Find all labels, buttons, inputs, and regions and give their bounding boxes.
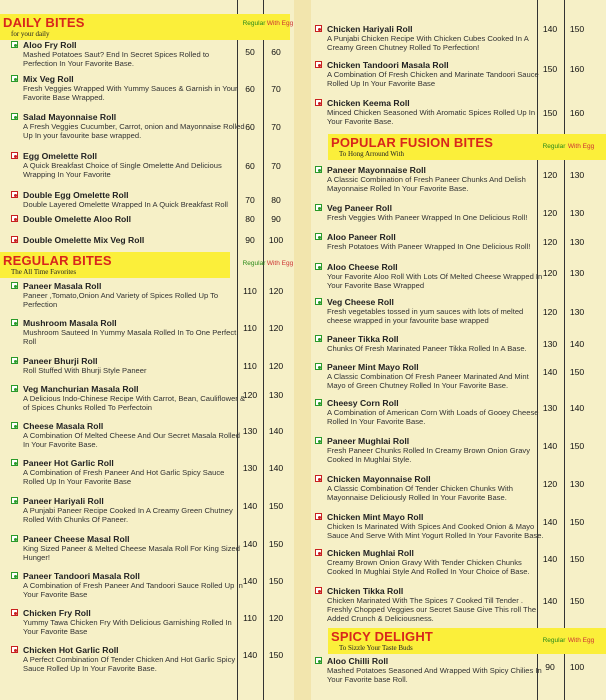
item-description: A Perfect Combination Of Tender Chicken And Hot Garlic Spicy Sauce Rolled Up In Your Favorite Base. (23, 655, 236, 673)
item-name: Paneer Masala Roll (23, 281, 102, 291)
item-description: Fresh vegetables tossed in yum sauces with lots of melted cheese wrapped in your favourite base wrapped (327, 307, 524, 325)
with-egg-price: 120 (268, 286, 284, 296)
regular-column-label: Regular (542, 637, 566, 644)
veg-mark-icon (315, 657, 322, 664)
item-description: Chicken Marinated With The Spices 7 Cooked Till Tender . Freshly Chopped Veggies our Secret Sause Give This roll The Added Crunch & Deliciousness. (327, 596, 537, 623)
veg-mark-icon (315, 263, 322, 270)
regular-price: 120 (542, 479, 558, 489)
item-description: A Combination of Fresh Paneer And Hot Garlic Spicy Sauce Rolled Up In Your Favorite Base (23, 468, 225, 486)
with-egg-price: 70 (271, 161, 281, 171)
nonveg-mark-icon (315, 25, 322, 32)
section-title: SPICY DELIGHT (331, 629, 434, 644)
with-egg-price: 150 (268, 576, 284, 586)
veg-mark-icon (11, 459, 18, 466)
popular-fusion-bites-header (328, 134, 606, 160)
with-egg-price: 160 (569, 64, 585, 74)
item-name: Chicken Fry Roll (23, 608, 91, 618)
item-name: Chicken Tandoori Masala Roll (327, 60, 449, 70)
item-description: King Sized Paneer & Melted Cheese Masala Roll For King Sized Hunger! (23, 544, 240, 562)
regular-price: 140 (242, 650, 258, 660)
nonveg-mark-icon (315, 99, 322, 106)
item-name: Paneer Hariyali Roll (23, 496, 104, 506)
item-name: Double Egg Omelette Roll (23, 190, 129, 200)
item-name: Chicken Mayonnaise Roll (327, 474, 431, 484)
item-name: Aloo Fry Roll (23, 40, 77, 50)
section-subtitle: for your daily (11, 30, 50, 38)
daily-bites-header (0, 14, 292, 40)
regular-price: 70 (245, 195, 255, 205)
item-description: Fresh Potatoes With Paneer Wrapped In One Delicious Roll! (327, 242, 531, 251)
regular-price: 110 (243, 323, 257, 333)
regular-price: 140 (242, 539, 258, 549)
veg-mark-icon (11, 385, 18, 392)
item-name: Veg Cheese Roll (327, 297, 394, 307)
veg-mark-icon (11, 319, 18, 326)
regular-price: 140 (242, 576, 258, 586)
veg-mark-icon (11, 535, 18, 542)
with-egg-price: 130 (268, 390, 284, 400)
item-name: Chicken Keema Roll (327, 98, 410, 108)
regular-price: 150 (542, 108, 558, 118)
regular-price: 120 (542, 268, 558, 278)
with-egg-price: 150 (569, 517, 585, 527)
regular-price: 130 (542, 339, 558, 349)
item-name: Mushroom Masala Roll (23, 318, 117, 328)
with-egg-price: 150 (268, 650, 284, 660)
item-name: Cheesy Corn Roll (327, 398, 399, 408)
regular-price: 130 (242, 463, 258, 473)
item-description: A Punjabi Chicken Recipe With Chicken Cubes Cooked In A Creamy Green Chutney Rolled To Perfection! (327, 34, 529, 52)
item-description: Fresh Veggies Wrapped With Yummy Sauces & Garnish in Your Favorite Base Wrapped. (23, 84, 238, 102)
item-name: Veg Manchurian Masala Roll (23, 384, 139, 394)
item-name: Paneer Tandoori Masala Roll (23, 571, 140, 581)
item-description: A Combination of American Corn With Loads of Gooey Cheese Rolled In Your Favorite Base. (327, 408, 539, 426)
regular-price: 60 (245, 161, 255, 171)
with-egg-price: 140 (268, 426, 284, 436)
regular-price: 140 (542, 517, 558, 527)
veg-mark-icon (315, 233, 322, 240)
with-egg-price: 100 (569, 662, 585, 672)
section-title: DAILY BITES (3, 15, 85, 30)
item-name: Double Omelette Aloo Roll (23, 214, 132, 224)
item-description: A Combination Of Fresh Chicken and Marinate Tandoori Sauce Rolled Up In Your Favorite Base (327, 70, 539, 88)
regular-price: 140 (542, 554, 558, 564)
regular-price: 90 (245, 235, 255, 245)
item-name: Aloo Cheese Roll (327, 262, 398, 272)
item-description: Your Favorite Aloo Roll With Lots Of Melted Cheese Wrapped In Your Favorite Base Wrapped (327, 272, 543, 290)
nonveg-mark-icon (11, 191, 18, 198)
item-description: A Classic Combination of Fresh Paneer Chunks And Delish Mayonnaise Rolled In Your Favorite Base. (327, 175, 526, 193)
with-egg-price: 120 (268, 323, 284, 333)
item-name: Veg Paneer Roll (327, 203, 392, 213)
veg-mark-icon (315, 204, 322, 211)
item-description: A Fresh Veggies Cucumber, Carrot, onion and Mayonnaise Rolled Up In your favourite base wrapped. (23, 122, 245, 140)
item-name: Chicken Mughlai Roll (327, 548, 414, 558)
item-description: A Combination of Fresh Paneer And Tandoori Sauce Rolled Up In Your Favorite Base (23, 581, 243, 599)
nonveg-mark-icon (11, 236, 18, 243)
with-egg-column-label: With Egg (567, 637, 595, 644)
section-subtitle: To Sizzle Your Taste Buds (339, 644, 413, 652)
item-description: Yummy Tawa Chicken Fry With Delicious Garnishing Rolled In Your Favorite Base (23, 618, 232, 636)
veg-mark-icon (11, 572, 18, 579)
item-name: Egg Omelette Roll (23, 151, 98, 161)
veg-mark-icon (315, 363, 322, 370)
divider-egg (564, 0, 565, 700)
regular-price: 140 (542, 367, 558, 377)
with-egg-price: 100 (268, 235, 284, 245)
with-egg-price: 80 (271, 195, 281, 205)
item-description: Roll Stuffed With Bhurji Style Paneer (23, 366, 147, 375)
with-egg-price: 130 (569, 479, 585, 489)
item-description: Chunks Of Fresh Marinated Paneer Tikka Rolled In A Base. (327, 344, 527, 353)
item-name: Paneer Hot Garlic Roll (23, 458, 114, 468)
regular-column-label: Regular (242, 20, 266, 27)
item-name: Double Omelette Mix Veg Roll (23, 235, 145, 245)
item-name: Paneer Bhurji Roll (23, 356, 98, 366)
item-description: Creamy Brown Onion Gravy With Tender Chicken Chunks Cooked In Mughlai Style And Rolled In Your Choice of Base. (327, 558, 530, 576)
item-name: Paneer Tikka Roll (327, 334, 399, 344)
veg-mark-icon (315, 335, 322, 342)
with-egg-column-label: With Egg (266, 260, 294, 267)
regular-bites-header (0, 252, 292, 278)
regular-price: 120 (542, 170, 558, 180)
regular-price: 140 (542, 596, 558, 606)
with-egg-price: 140 (268, 463, 284, 473)
veg-mark-icon (11, 282, 18, 289)
veg-mark-icon (315, 166, 322, 173)
section-title: REGULAR BITES (3, 253, 112, 268)
nonveg-mark-icon (315, 513, 322, 520)
with-egg-price: 120 (268, 361, 284, 371)
center-gutter (294, 0, 311, 700)
nonveg-mark-icon (315, 61, 322, 68)
item-description: Mashed Potatoes Seasoned And Wrapped With Spicy Chilies In Your Favorite base Roll. (327, 666, 542, 684)
regular-price: 90 (545, 662, 555, 672)
regular-price: 120 (242, 390, 258, 400)
with-egg-price: 120 (268, 613, 284, 623)
veg-mark-icon (315, 437, 322, 444)
item-name: Aloo Chilli Roll (327, 656, 389, 666)
with-egg-price: 60 (271, 47, 281, 57)
item-description: A Quick Breakfast Choice of Single Omelette And Delicious Wrapping In Your Favorite (23, 161, 222, 179)
regular-price: 60 (245, 122, 255, 132)
nonveg-mark-icon (315, 549, 322, 556)
with-egg-price: 130 (569, 307, 585, 317)
regular-price: 80 (245, 214, 255, 224)
item-name: Cheese Masala Roll (23, 421, 104, 431)
divider-egg (263, 0, 264, 700)
spicy-delight-header (328, 628, 606, 654)
item-name: Paneer Mint Mayo Roll (327, 362, 419, 372)
section-title: POPULAR FUSION BITES (331, 135, 494, 150)
regular-price: 130 (542, 403, 558, 413)
item-description: Paneer ,Tomato,Onion And Variety of Spices Rolled Up To Perfection (23, 291, 219, 309)
veg-mark-icon (11, 497, 18, 504)
nonveg-mark-icon (11, 646, 18, 653)
with-egg-price: 130 (569, 237, 585, 247)
regular-price: 140 (542, 24, 558, 34)
with-egg-price: 160 (569, 108, 585, 118)
veg-mark-icon (11, 357, 18, 364)
regular-price: 140 (542, 441, 558, 451)
item-description: A Combination Of Melted Cheese And Our Secret Masala Rolled In Your Favorite Base. (23, 431, 240, 449)
item-name: Paneer Mayonnaise Roll (327, 165, 426, 175)
item-name: Salad Mayonnaise Roll (23, 112, 117, 122)
with-egg-price: 90 (271, 214, 281, 224)
item-description: Fresh Paneer Chunks Rolled In Creamy Brown Onion Gravy Cooked In Mughlai Style. (327, 446, 531, 464)
item-name: Chicken Hariyali Roll (327, 24, 413, 34)
with-egg-price: 70 (271, 84, 281, 94)
regular-price: 130 (242, 426, 258, 436)
veg-mark-icon (11, 113, 18, 120)
regular-price: 140 (242, 501, 258, 511)
item-description: Fresh Veggies With Paneer Wrapped In One Delicious Roll! (327, 213, 528, 222)
regular-price: 120 (542, 307, 558, 317)
regular-price: 110 (243, 286, 257, 296)
item-name: Chicken Mint Mayo Roll (327, 512, 424, 522)
regular-price: 60 (245, 84, 255, 94)
with-egg-price: 150 (569, 367, 585, 377)
section-subtitle: The All Time Favorites (11, 268, 77, 276)
item-name: Chicken Tikka Roll (327, 586, 404, 596)
with-egg-price: 150 (569, 441, 585, 451)
veg-mark-icon (11, 75, 18, 82)
with-egg-price: 150 (569, 596, 585, 606)
with-egg-price: 130 (569, 208, 585, 218)
nonveg-mark-icon (315, 475, 322, 482)
section-subtitle: To Hong Arround With (339, 150, 405, 158)
with-egg-price: 130 (569, 170, 585, 180)
regular-price: 120 (542, 237, 558, 247)
item-description: A Punjabi Paneer Recipe Cooked In A Creamy Green Chutney Rolled With Chunks Of Paneer. (23, 506, 233, 524)
with-egg-price: 140 (569, 403, 585, 413)
nonveg-mark-icon (11, 215, 18, 222)
item-name: Paneer Cheese Masal Roll (23, 534, 130, 544)
veg-mark-icon (315, 399, 322, 406)
right-column (311, 0, 606, 700)
regular-price: 120 (542, 208, 558, 218)
item-name: Mix Veg Roll (23, 74, 74, 84)
item-description: A Classic Combination Of Fresh Paneer Marinated And Mint Mayo of Green Chutney Rolled In Your Favorite Base. (327, 372, 529, 390)
with-egg-column-label: With Egg (567, 143, 595, 150)
item-description: Minced Chicken Seasoned With Aromatic Spices Rolled Up In Your Favorite Base. (327, 108, 536, 126)
regular-price: 150 (542, 64, 558, 74)
item-name: Paneer Mughlai Roll (327, 436, 410, 446)
item-description: A Delicious Indo-Chinese Recipe With Carrot, Bean, Cauliflower & of Spices Chunks Rolled To Perfectoin (23, 394, 246, 412)
regular-price: 110 (243, 361, 257, 371)
with-egg-price: 150 (268, 501, 284, 511)
left-column (0, 0, 294, 700)
item-name: Chicken Hot Garlic Roll (23, 645, 119, 655)
regular-price: 110 (243, 613, 257, 623)
item-name: Aloo Paneer Roll (327, 232, 396, 242)
item-description: Mashed Potatoes Saut? End In Secret Spices Rolled to Perfection In Your Favorite Base. (23, 50, 210, 68)
with-egg-price: 150 (569, 554, 585, 564)
with-egg-price: 70 (271, 122, 281, 132)
item-description: Double Layered Omelette Wrapped In A Quick Breakfast Roll (23, 200, 228, 209)
veg-mark-icon (315, 298, 322, 305)
with-egg-column-label: With Egg (266, 20, 294, 27)
with-egg-price: 150 (268, 539, 284, 549)
veg-mark-icon (11, 422, 18, 429)
veg-mark-icon (11, 41, 18, 48)
nonveg-mark-icon (11, 152, 18, 159)
item-description: Mushroom Sauteed In Yummy Masala Rolled In To One Perfect Roll (23, 328, 237, 346)
item-description: A Classic Combination Of Tender Chicken Chunks With Mayonnaise Deliciously Rolled In Your Favorite Base. (327, 484, 513, 502)
with-egg-price: 150 (569, 24, 585, 34)
with-egg-price: 140 (569, 339, 585, 349)
item-description: Chicken Is Marinated With Spices And Cooked Onion & Mayo Sauce And Serve With Mint Yogurt Rolled In Your Favorite Base. (327, 522, 544, 540)
regular-column-label: Regular (542, 143, 566, 150)
nonveg-mark-icon (11, 609, 18, 616)
regular-price: 50 (245, 47, 255, 57)
with-egg-price: 130 (569, 268, 585, 278)
nonveg-mark-icon (315, 587, 322, 594)
regular-column-label: Regular (242, 260, 266, 267)
